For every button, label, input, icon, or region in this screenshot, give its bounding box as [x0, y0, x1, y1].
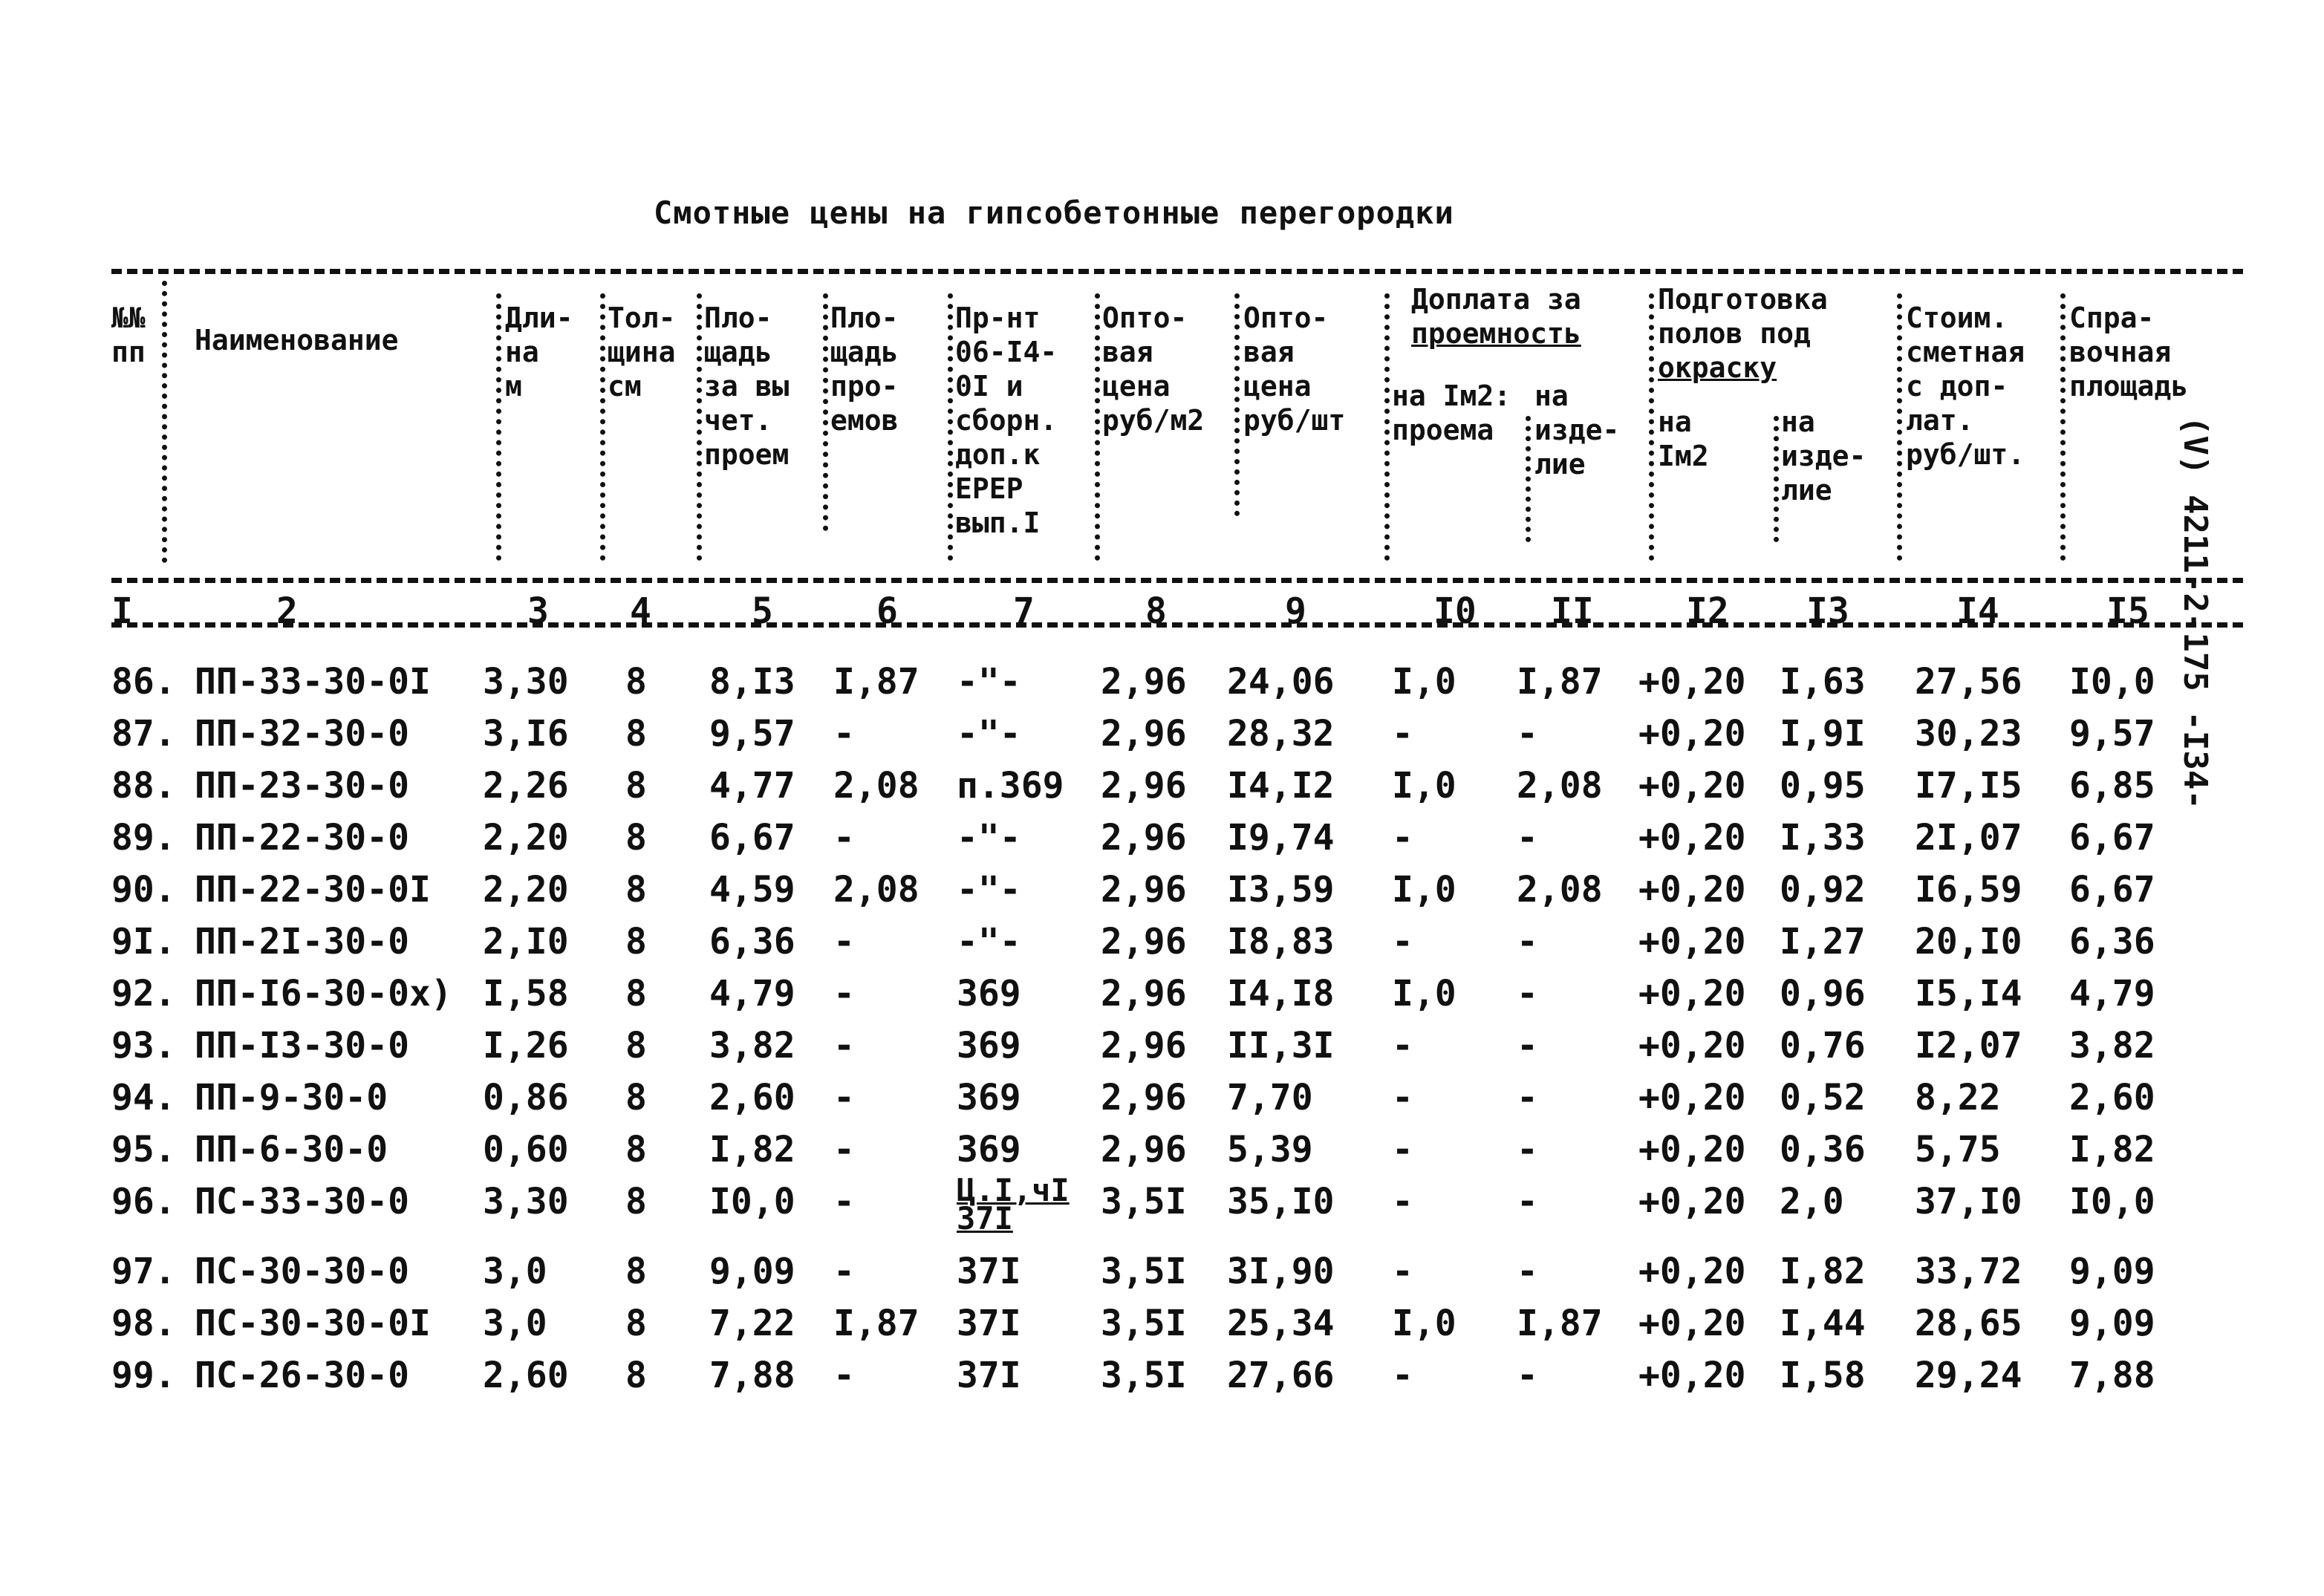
cell-price-per-m2: 2,96 [1101, 1129, 1187, 1170]
cell-reference-area: 3,82 [2069, 1025, 2155, 1066]
cell-total-cost: I6,59 [1915, 869, 2022, 911]
cell-price-per-m2: 2,96 [1101, 973, 1187, 1014]
cell-total-cost: 33,72 [1915, 1251, 2022, 1292]
cell-length: 2,20 [483, 817, 569, 859]
cell-price-per-piece: 35,I0 [1227, 1181, 1335, 1222]
cell-thickness: 8 [625, 817, 647, 859]
cell-prep-per-m2: +0,20 [1638, 713, 1746, 755]
cell-item-name: ПП-6-30-0 [195, 1129, 388, 1170]
cell-doplata-per-item: - [1517, 973, 1538, 1014]
cell-prep-per-item: I,58 [1780, 1355, 1866, 1396]
cell-doplata-per-m2: I,0 [1392, 1303, 1456, 1344]
cell-price-per-piece: I4,I8 [1227, 973, 1335, 1014]
cell-pricelist-ref: 369 [957, 1077, 1021, 1118]
table-row [0, 1129, 2324, 1181]
cell-prep-per-m2: +0,20 [1638, 1251, 1746, 1292]
header-podgotovka-per-m2: на Iм2 [1658, 405, 1709, 472]
column-number: II [1551, 590, 1594, 632]
cell-length: 0,86 [483, 1077, 569, 1118]
cell-length: 2,26 [483, 765, 569, 807]
cell-thickness: 8 [625, 1303, 647, 1344]
cell-doplata-per-item: - [1517, 713, 1538, 755]
cell-net-area: 3,82 [709, 1025, 795, 1066]
cell-doplata-per-item: - [1517, 1025, 1538, 1066]
header-wholesale-m2: Опто- вая цена руб/м2 [1102, 302, 1205, 437]
cell-price-per-piece: 28,32 [1227, 713, 1335, 755]
cell-row-number: 98. [111, 1303, 176, 1344]
cell-row-number: 9I. [111, 921, 176, 963]
cell-reference-area: 9,09 [2069, 1303, 2155, 1344]
cell-openings-area: - [833, 1181, 855, 1222]
header-separator [1526, 416, 1531, 542]
cell-doplata-per-m2: - [1392, 713, 1413, 755]
table-row [0, 1025, 2324, 1077]
header-separator [1897, 293, 1902, 561]
cell-row-number: 89. [111, 817, 176, 859]
column-number: 6 [876, 590, 898, 632]
header-separator [162, 281, 167, 563]
cell-thickness: 8 [625, 713, 647, 755]
header-separator [1649, 293, 1654, 561]
cell-doplata-per-item: 2,08 [1517, 869, 1603, 911]
cell-row-number: 94. [111, 1077, 176, 1118]
cell-prep-per-m2: +0,20 [1638, 869, 1746, 911]
cell-price-per-m2: 3,5I [1101, 1355, 1187, 1396]
cell-doplata-per-m2: - [1392, 921, 1413, 963]
cell-total-cost: 5,75 [1915, 1129, 2001, 1170]
cell-length: 3,I6 [483, 713, 569, 755]
cell-thickness: 8 [625, 1077, 647, 1118]
header-separator [2060, 293, 2066, 561]
header-thickness: Тол- щина см [608, 302, 676, 403]
cell-row-number: 93. [111, 1025, 176, 1066]
cell-net-area: 8,I3 [709, 661, 795, 703]
cell-price-per-m2: 2,96 [1101, 713, 1187, 755]
cell-thickness: 8 [625, 1355, 647, 1396]
cell-thickness: 8 [625, 921, 647, 963]
cell-openings-area: I,87 [833, 661, 919, 703]
header-group-doplata: Доплата за проемность [1411, 283, 1581, 350]
cell-prep-per-item: 0,76 [1780, 1025, 1866, 1066]
cell-doplata-per-m2: - [1392, 817, 1413, 859]
table-row [0, 1355, 2324, 1407]
cell-prep-per-m2: +0,20 [1638, 1355, 1746, 1396]
column-number: 9 [1285, 590, 1306, 632]
header-group-podgotovka: Подготовка полов под окраску [1658, 283, 1828, 384]
cell-length: 2,I0 [483, 921, 569, 963]
cell-reference-area: I0,0 [2069, 1181, 2155, 1222]
cell-prep-per-item: 0,36 [1780, 1129, 1866, 1170]
cell-total-cost: 29,24 [1915, 1355, 2022, 1396]
cell-price-per-piece: 24,06 [1227, 661, 1335, 703]
cell-row-number: 87. [111, 713, 176, 755]
cell-pricelist-ref: -"- [957, 869, 1021, 911]
header-separator [948, 293, 953, 561]
cell-price-per-m2: 2,96 [1101, 1025, 1187, 1066]
cell-doplata-per-item: I,87 [1517, 661, 1603, 703]
cell-item-name: ПП-32-30-0 [195, 713, 409, 755]
cell-thickness: 8 [625, 1025, 647, 1066]
cell-length: 2,60 [483, 1355, 569, 1396]
cell-openings-area: - [833, 921, 855, 963]
cell-thickness: 8 [625, 1251, 647, 1292]
cell-prep-per-m2: +0,20 [1638, 1181, 1746, 1222]
column-number: I4 [1956, 590, 1999, 632]
header-name: Наименование [195, 324, 399, 356]
cell-prep-per-item: I,33 [1780, 817, 1866, 859]
cell-price-per-piece: II,3I [1227, 1025, 1335, 1066]
cell-pricelist-ref: -"- [957, 817, 1021, 859]
cell-price-per-piece: I8,83 [1227, 921, 1335, 963]
cell-total-cost: 28,65 [1915, 1303, 2022, 1344]
header-length: Дли- на м [505, 302, 573, 403]
cell-doplata-per-item: - [1517, 1077, 1538, 1118]
table-row [0, 661, 2324, 713]
column-number: I3 [1806, 590, 1849, 632]
cell-doplata-per-m2: - [1392, 1129, 1413, 1170]
cell-price-per-piece: I9,74 [1227, 817, 1335, 859]
cell-price-per-piece: 3I,90 [1227, 1251, 1335, 1292]
cell-reference-area: 6,67 [2069, 817, 2155, 859]
cell-prep-per-item: I,44 [1780, 1303, 1866, 1344]
cell-row-number: 88. [111, 765, 176, 807]
cell-reference-area: 4,79 [2069, 973, 2155, 1014]
cell-length: 3,30 [483, 661, 569, 703]
cell-openings-area: - [833, 817, 855, 859]
cell-total-cost: 27,56 [1915, 661, 2022, 703]
cell-item-name: ПП-33-30-0I [195, 661, 431, 703]
cell-price-per-m2: 2,96 [1101, 921, 1187, 963]
table-row [0, 1303, 2324, 1355]
cell-openings-area: - [833, 1129, 855, 1170]
cell-price-per-m2: 3,5I [1101, 1251, 1187, 1292]
cell-prep-per-m2: +0,20 [1638, 817, 1746, 859]
cell-net-area: 2,60 [709, 1077, 795, 1118]
cell-length: 3,30 [483, 1181, 569, 1222]
column-number-rule [111, 622, 2243, 628]
side-margin-note: (V) 4211-2-175 -I34- [2176, 416, 2214, 810]
cell-net-area: I0,0 [709, 1181, 795, 1222]
cell-prep-per-item: I,82 [1780, 1251, 1866, 1292]
cell-net-area: 4,79 [709, 973, 795, 1014]
table-row [0, 713, 2324, 765]
cell-row-number: 86. [111, 661, 176, 703]
cell-pricelist-ref: -"- [957, 661, 1021, 703]
cell-thickness: 8 [625, 1129, 647, 1170]
cell-pricelist-ref: -"- [957, 713, 1021, 755]
cell-total-cost: 20,I0 [1915, 921, 2022, 963]
cell-price-per-piece: 27,66 [1227, 1355, 1335, 1396]
cell-openings-area: 2,08 [833, 765, 919, 807]
cell-doplata-per-m2: - [1392, 1355, 1413, 1396]
cell-openings-area: - [833, 973, 855, 1014]
cell-row-number: 90. [111, 869, 176, 911]
header-separator [1774, 416, 1779, 542]
column-number: I2 [1686, 590, 1729, 632]
cell-total-cost: 8,22 [1915, 1077, 2001, 1118]
cell-price-per-m2: 2,96 [1101, 869, 1187, 911]
cell-price-per-m2: 2,96 [1101, 817, 1187, 859]
column-number: I [111, 590, 133, 632]
header-podgotovka-per-item: на изде- лие [1781, 405, 1866, 507]
cell-prep-per-item: 2,0 [1780, 1181, 1844, 1222]
cell-length: 2,20 [483, 869, 569, 911]
cell-net-area: 6,36 [709, 921, 795, 963]
header-bottom-rule [111, 578, 2243, 583]
cell-openings-area: - [833, 1251, 855, 1292]
cell-doplata-per-m2: I,0 [1392, 973, 1456, 1014]
table-row [0, 869, 2324, 921]
cell-doplata-per-m2: I,0 [1392, 661, 1456, 703]
cell-doplata-per-item: - [1517, 1181, 1538, 1222]
cell-price-per-piece: 5,39 [1227, 1129, 1313, 1170]
cell-row-number: 99. [111, 1355, 176, 1396]
cell-doplata-per-item: - [1517, 1129, 1538, 1170]
cell-net-area: 7,88 [709, 1355, 795, 1396]
header-wholesale-piece: Опто- вая цена руб/шт [1243, 302, 1346, 437]
cell-item-name: ПП-I6-30-0x) [195, 973, 452, 1014]
header-top-rule [111, 269, 2243, 274]
cell-prep-per-item: 0,95 [1780, 765, 1866, 807]
column-number: 5 [752, 590, 773, 632]
cell-doplata-per-item: - [1517, 817, 1538, 859]
header-reference-area: Спра- вочная площадь [2069, 302, 2189, 403]
cell-doplata-per-item: I,87 [1517, 1303, 1603, 1344]
table-row [0, 1172, 2324, 1237]
cell-length: I,58 [483, 973, 569, 1014]
header-separator [1234, 293, 1240, 516]
cell-prep-per-m2: +0,20 [1638, 921, 1746, 963]
cell-price-per-m2: 2,96 [1101, 1077, 1187, 1118]
cell-openings-area: 2,08 [833, 869, 919, 911]
cell-price-per-piece: 25,34 [1227, 1303, 1335, 1344]
cell-reference-area: I,82 [2069, 1129, 2155, 1170]
cell-prep-per-m2: +0,20 [1638, 661, 1746, 703]
cell-net-area: 9,09 [709, 1251, 795, 1292]
cell-net-area: 7,22 [709, 1303, 795, 1344]
cell-doplata-per-item: - [1517, 1355, 1538, 1396]
cell-item-name: ПС-26-30-0 [195, 1355, 409, 1396]
cell-reference-area: 6,67 [2069, 869, 2155, 911]
cell-openings-area: I,87 [833, 1303, 919, 1344]
cell-length: I,26 [483, 1025, 569, 1066]
cell-prep-per-item: I,27 [1780, 921, 1866, 963]
cell-doplata-per-m2: - [1392, 1025, 1413, 1066]
header-separator [1095, 293, 1100, 561]
cell-thickness: 8 [625, 869, 647, 911]
header-separator [600, 293, 605, 561]
cell-prep-per-m2: +0,20 [1638, 765, 1746, 807]
cell-price-per-m2: 3,5I [1101, 1303, 1187, 1344]
cell-reference-area: 2,60 [2069, 1077, 2155, 1118]
cell-row-number: 92. [111, 973, 176, 1014]
cell-prep-per-item: I,9I [1780, 713, 1866, 755]
cell-total-cost: I2,07 [1915, 1025, 2022, 1066]
header-doplata-per-item: на изде- лие [1534, 380, 1620, 481]
header-pricelist-ref: Пр-нт 06-I4- 0I и сборн. доп.к ЕРЕР вып.I [955, 302, 1058, 539]
cell-openings-area: - [833, 713, 855, 755]
table-row [0, 1251, 2324, 1303]
cell-row-number: 97. [111, 1251, 176, 1292]
table-row [0, 765, 2324, 817]
cell-pricelist-ref: -"- [957, 921, 1021, 963]
cell-doplata-per-m2: - [1392, 1077, 1413, 1118]
cell-item-name: ПС-30-30-0I [195, 1303, 431, 1344]
cell-doplata-per-item: - [1517, 1251, 1538, 1292]
cell-thickness: 8 [625, 661, 647, 703]
cell-total-cost: 37,I0 [1915, 1181, 2022, 1222]
cell-reference-area: 9,09 [2069, 1251, 2155, 1292]
header-separator [823, 293, 828, 531]
column-number: 3 [527, 590, 549, 632]
cell-doplata-per-m2: I,0 [1392, 765, 1456, 807]
cell-thickness: 8 [625, 973, 647, 1014]
cell-doplata-per-m2: - [1392, 1181, 1413, 1222]
cell-length: 3,0 [483, 1303, 547, 1344]
cell-pricelist-ref: 369 [957, 1025, 1021, 1066]
cell-row-number: 95. [111, 1129, 176, 1170]
column-number: I5 [2106, 590, 2149, 632]
cell-total-cost: 30,23 [1915, 713, 2022, 755]
cell-doplata-per-item: - [1517, 921, 1538, 963]
column-number: I0 [1433, 590, 1477, 632]
cell-price-per-m2: 2,96 [1101, 765, 1187, 807]
cell-pricelist-ref: 37I [957, 1251, 1021, 1292]
cell-pricelist-ref: 369 [957, 1129, 1021, 1170]
cell-prep-per-item: 0,96 [1780, 973, 1866, 1014]
column-number: 4 [630, 590, 651, 632]
cell-doplata-per-m2: I,0 [1392, 869, 1456, 911]
header-separator [1384, 293, 1390, 561]
cell-reference-area: I0,0 [2069, 661, 2155, 703]
cell-item-name: ПП-2I-30-0 [195, 921, 409, 963]
cell-item-name: ПП-22-30-0 [195, 817, 409, 859]
column-number: 7 [1013, 590, 1035, 632]
cell-thickness: 8 [625, 765, 647, 807]
cell-prep-per-m2: +0,20 [1638, 973, 1746, 1014]
cell-price-per-m2: 3,5I [1101, 1181, 1187, 1222]
header-separator [496, 293, 501, 561]
cell-openings-area: - [833, 1025, 855, 1066]
cell-pricelist-ref: 37I [957, 1355, 1021, 1396]
document-title: Смотные цены на гипсобетонные перегородки [654, 195, 1454, 231]
table-row [0, 1077, 2324, 1129]
cell-net-area: I,82 [709, 1129, 795, 1170]
cell-item-name: ПП-23-30-0 [195, 765, 409, 807]
cell-prep-per-item: 0,52 [1780, 1077, 1866, 1118]
cell-reference-area: 6,36 [2069, 921, 2155, 963]
cell-item-name: ПС-30-30-0 [195, 1251, 409, 1292]
cell-net-area: 4,59 [709, 869, 795, 911]
cell-prep-per-m2: +0,20 [1638, 1129, 1746, 1170]
cell-prep-per-m2: +0,20 [1638, 1077, 1746, 1118]
header-total-cost: Стоим. сметная с доп- лат. руб/шт. [1906, 302, 2025, 471]
cell-net-area: 6,67 [709, 817, 795, 859]
cell-item-name: ПС-33-30-0 [195, 1181, 409, 1222]
cell-item-name: ПП-22-30-0I [195, 869, 431, 911]
cell-net-area: 9,57 [709, 713, 795, 755]
cell-prep-per-m2: +0,20 [1638, 1303, 1746, 1344]
cell-thickness: 8 [625, 1181, 647, 1222]
cell-net-area: 4,77 [709, 765, 795, 807]
cell-price-per-piece: I4,I2 [1227, 765, 1335, 807]
table-row [0, 973, 2324, 1025]
cell-price-per-piece: 7,70 [1227, 1077, 1313, 1118]
table-row [0, 817, 2324, 869]
cell-length: 3,0 [483, 1251, 547, 1292]
header-net-area: Пло- щадь за вы чет. проем [704, 302, 790, 471]
header-openings-area: Пло- щадь про- емов [830, 302, 899, 437]
cell-doplata-per-m2: - [1392, 1251, 1413, 1292]
cell-row-number: 96. [111, 1181, 176, 1222]
cell-prep-per-m2: +0,20 [1638, 1025, 1746, 1066]
cell-item-name: ПП-9-30-0 [195, 1077, 388, 1118]
table-row [0, 921, 2324, 973]
cell-price-per-m2: 2,96 [1101, 661, 1187, 703]
cell-item-name: ПП-I3-30-0 [195, 1025, 409, 1066]
cell-reference-area: 7,88 [2069, 1355, 2155, 1396]
cell-doplata-per-item: 2,08 [1517, 765, 1603, 807]
cell-openings-area: - [833, 1355, 855, 1396]
cell-total-cost: I7,I5 [1915, 765, 2022, 807]
cell-prep-per-item: 0,92 [1780, 869, 1866, 911]
header-number: №№ пп [111, 302, 146, 368]
column-number: 2 [276, 590, 298, 632]
cell-pricelist-ref: п.369 [957, 765, 1064, 807]
cell-total-cost: I5,I4 [1915, 973, 2022, 1014]
cell-pricelist-ref: Ц.I,чI 37I [957, 1172, 1070, 1237]
cell-pricelist-ref: 37I [957, 1303, 1021, 1344]
cell-price-per-piece: I3,59 [1227, 869, 1335, 911]
header-doplata-per-m2: на Iм2: проема [1392, 380, 1511, 446]
cell-prep-per-item: I,63 [1780, 661, 1866, 703]
cell-reference-area: 9,57 [2069, 713, 2155, 755]
cell-total-cost: 2I,07 [1915, 817, 2022, 859]
cell-pricelist-ref: 369 [957, 973, 1021, 1014]
cell-length: 0,60 [483, 1129, 569, 1170]
cell-openings-area: - [833, 1077, 855, 1118]
cell-reference-area: 6,85 [2069, 765, 2155, 807]
column-number: 8 [1145, 590, 1167, 632]
header-separator [697, 293, 702, 561]
